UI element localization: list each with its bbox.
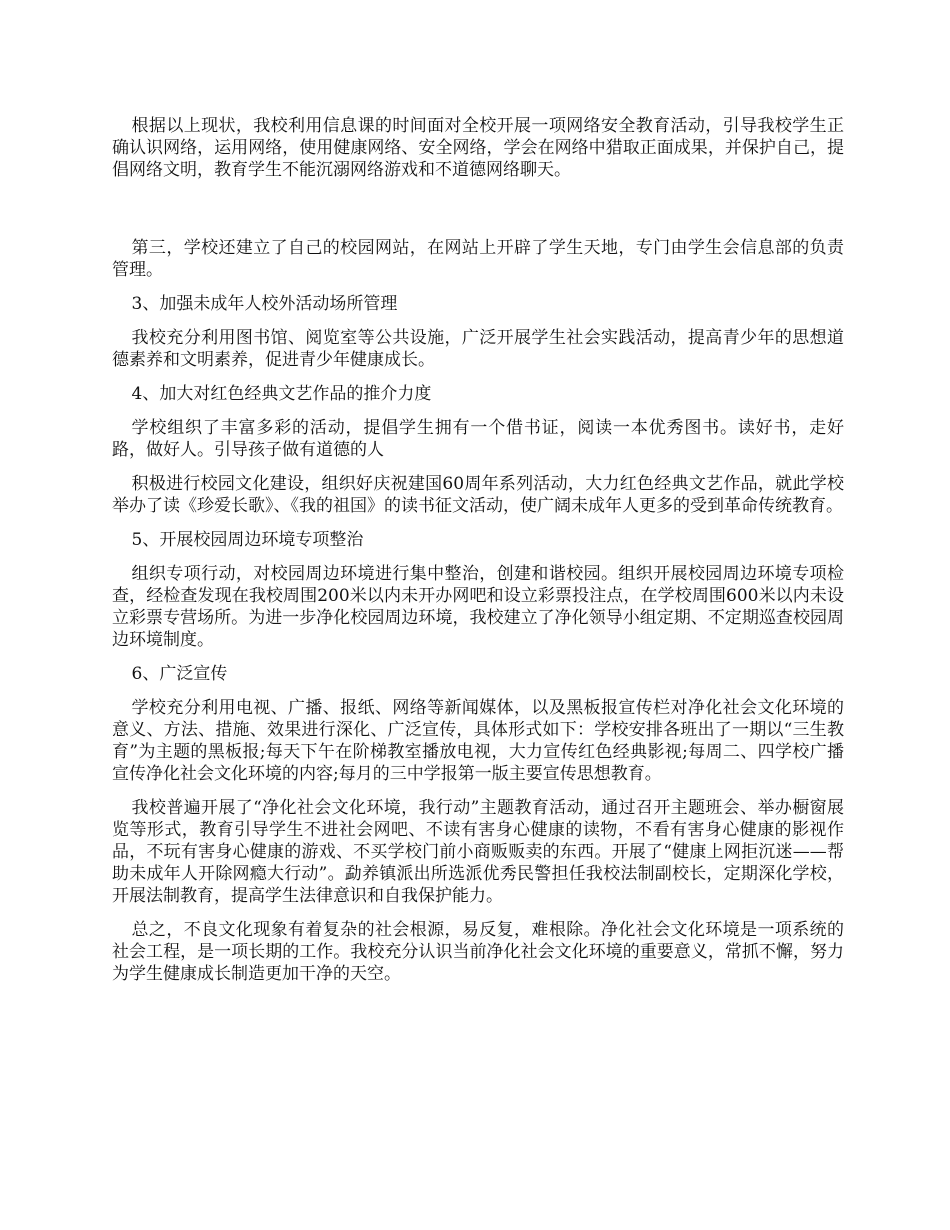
document-body (112, 115, 844, 997)
paragraph-publicity: 学校充分利用电视、广播、报纸、网络等新闻媒体，以及黑板报宣传栏对净化社会文化环境的意义、方法、措施、效果进行深化、广泛宣传，具体形式如下：学校安排各班出了一期以“三生教育”为主题的黑板报;每天下午在阶梯教室播放电视，大力宣传红色经典影视;每周二、四学校广播宣传净化社会文化环境的内容;每月的三中学报第一版主要宣传思想教育。 (112, 698, 844, 784)
section-heading-5: 5、开展校园周边环境专项整治 (131, 530, 364, 550)
paragraph-gap (112, 193, 844, 237)
paragraph-theme-education: 我校普遍开展了“净化社会文化环境，我行动”主题教育活动，通过召开主题班会、举办橱窗展览等形式，教育引导学生不进社会网吧、不读有害身心健康的读物，不看有害身心健康的影视作品，不玩有害身心健康的游戏、不买学校门前小商贩贩卖的东西。开展了“健康上网拒沉迷——帮助未成年人开除网瘾大行动”。勐养镇派出所选派优秀民警担任我校法制副校长，定期深化学校，开展法制教育，提高学生法律意识和自我保护能力。 (112, 798, 844, 906)
paragraph-conclusion: 总之，不良文化现象有着复杂的社会根源，易反复，难根除。净化社会文化环境是一项系统的社会工程，是一项长期的工作。我校充分认识当前净化社会文化环境的重要意义，常抓不懈，努力为学生健康成长制造更加干净的天空。 (112, 920, 844, 984)
paragraph-school-website: 第三，学校还建立了自己的校园网站，在网站上开辟了学生天地，专门由学生会信息部的负责管理。 (112, 238, 844, 280)
paragraph-reading-activity: 学校组织了丰富多彩的活动，提倡学生拥有一个借书证，阅读一本优秀图书。读好书，走好路，做好人。引导孩子做有道德的人 (112, 418, 844, 460)
paragraph-environment-rectification: 组织专项行动，对校园周边环境进行集中整治，创建和谐校园。组织开展校园周边环境专项检查，经检查发现在我校周围200米以内未开办网吧和设立彩票投注点，在学校周围600米以内未设立彩票专营场所。为进一步净化校园周边环境，我校建立了净化领导小组定期、不定期巡查校园周边环境制度。 (112, 564, 844, 650)
section-heading-3: 3、加强未成年人校外活动场所管理 (131, 294, 398, 314)
paragraph-public-facilities: 我校充分利用图书馆、阅览室等公共设施，广泛开展学生社会实践活动，提高青少年的思想道德素养和文明素养，促进青少年健康成长。 (112, 328, 844, 370)
section-heading-6: 6、广泛宣传 (131, 664, 228, 684)
paragraph-network-safety: 根据以上现状，我校利用信息课的时间面对全校开展一项网络安全教育活动，引导我校学生正确认识网络，运用网络，使用健康网络、安全网络，学会在网络中猎取正面成果，并保护自己，提倡网络文明，教育学生不能沉溺网络游戏和不道德网络聊天。 (112, 116, 844, 180)
paragraph-campus-culture: 积极进行校园文化建设，组织好庆祝建国60周年系列活动，大力红色经典文艺作品，就此学校举办了读《珍爱长歌》、《我的祖国》的读书征文活动，使广阔未成年人更多的受到革命传统教育。 (112, 474, 844, 516)
section-heading-4: 4、加大对红色经典文艺作品的推介力度 (131, 384, 432, 404)
